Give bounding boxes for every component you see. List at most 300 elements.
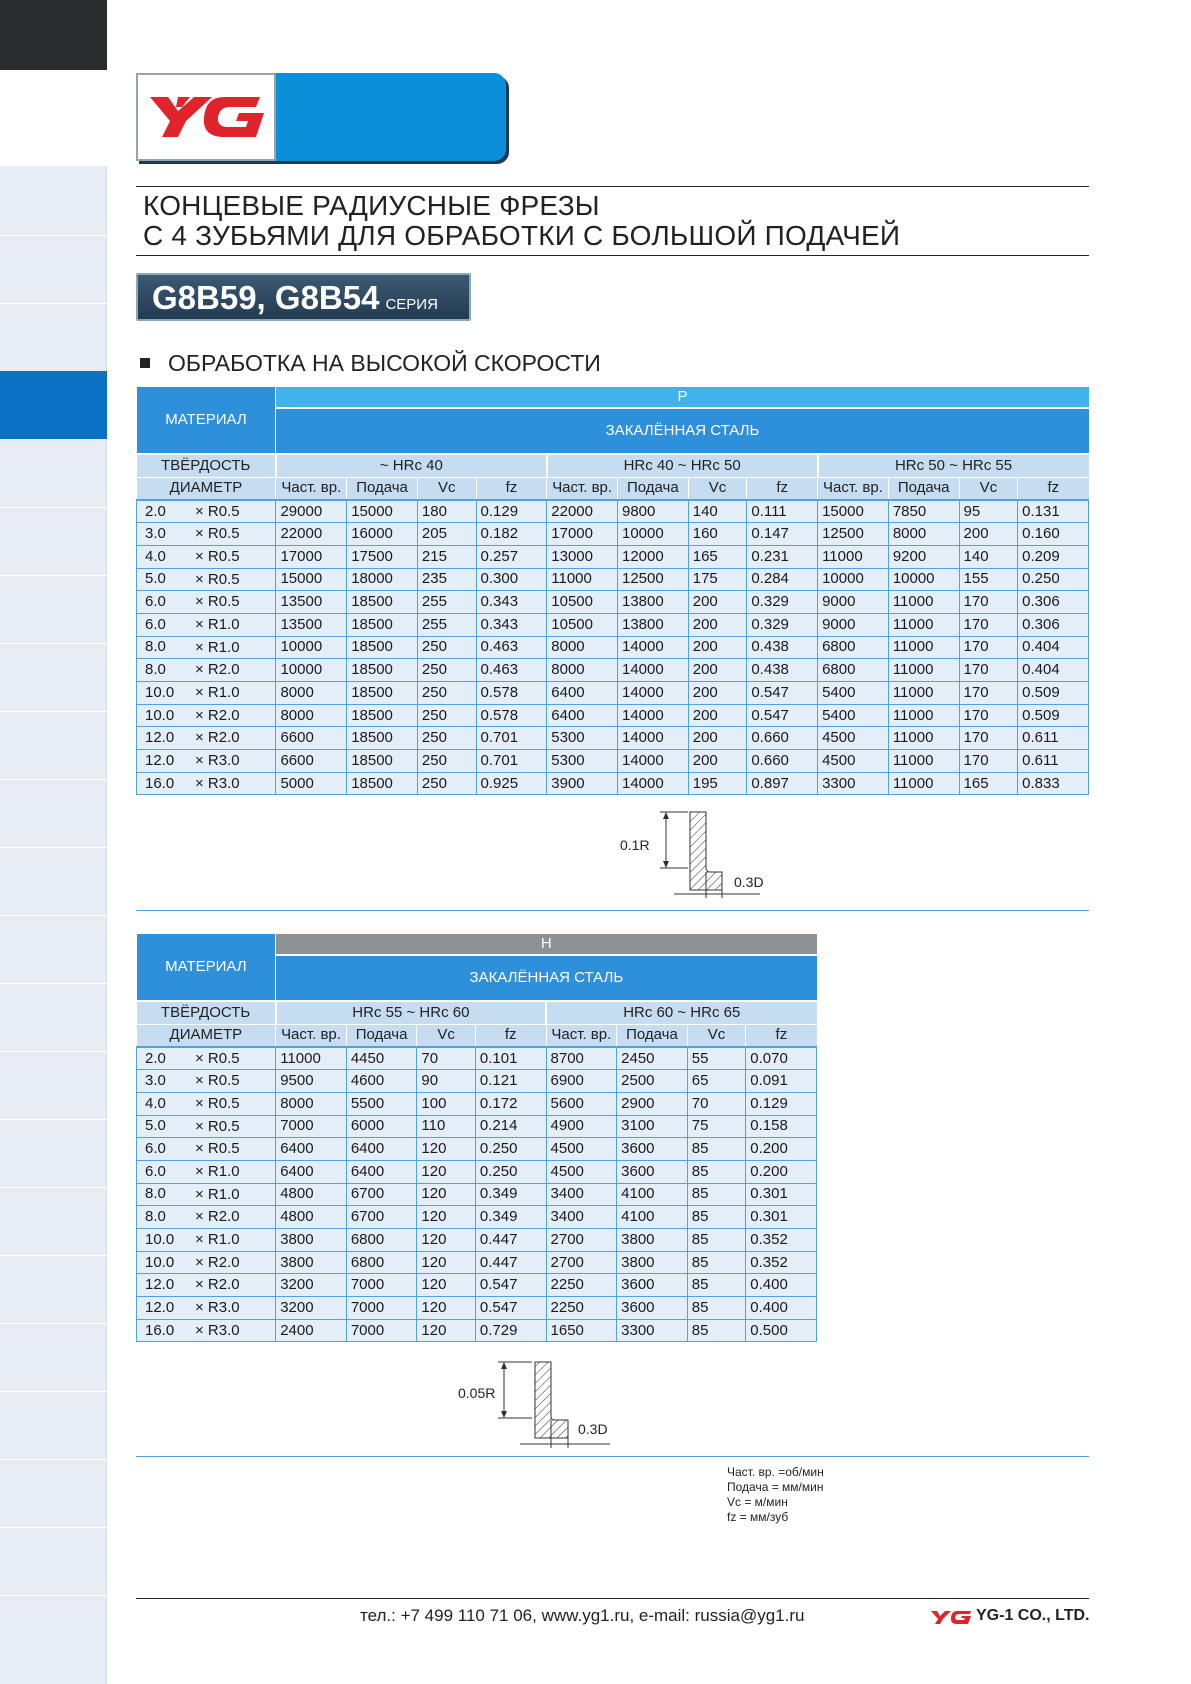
value-cell: 0.300 <box>476 568 547 591</box>
value-cell: 4100 <box>617 1206 688 1229</box>
value-cell: 3800 <box>617 1229 688 1252</box>
table-row <box>137 1297 817 1320</box>
value-cell: 0.129 <box>746 1092 817 1115</box>
radius-value: × R2.0 <box>195 661 240 679</box>
column-header: Подача <box>617 1024 688 1047</box>
value-cell: 0.547 <box>747 704 818 727</box>
value-cell: 0.250 <box>1018 568 1089 591</box>
value-cell: 16000 <box>347 523 418 546</box>
radius-value: × R2.0 <box>195 1253 240 1271</box>
value-cell: 3200 <box>276 1297 347 1320</box>
value-cell: 3300 <box>818 772 889 795</box>
column-header: Vc <box>417 477 476 500</box>
value-cell: 55 <box>687 1047 746 1070</box>
value-cell: 11000 <box>888 750 959 773</box>
bullet-square-icon <box>140 358 150 368</box>
value-cell: 8000 <box>276 682 347 705</box>
footer-contacts: тел.: +7 499 110 71 06, www.yg1.ru, e-mail: russia@yg1.ru <box>360 1606 805 1625</box>
value-cell: 6900 <box>546 1070 617 1093</box>
table-row <box>137 1319 817 1342</box>
value-cell: 0.447 <box>475 1229 546 1252</box>
table-row <box>137 682 1089 705</box>
table-row <box>137 1092 817 1115</box>
value-cell: 0.101 <box>475 1047 546 1070</box>
radius-value: × R1.0 <box>195 638 240 656</box>
value-cell: 13800 <box>618 613 689 636</box>
value-cell: 13000 <box>547 545 618 568</box>
diameter-cell <box>137 1319 276 1342</box>
value-cell: 200 <box>688 591 747 614</box>
value-cell: 11000 <box>547 568 618 591</box>
sidebar-active-tab[interactable] <box>0 371 107 439</box>
value-cell: 0.301 <box>746 1183 817 1206</box>
diameter-value: 8.0 <box>145 661 166 679</box>
value-cell: 0.438 <box>747 636 818 659</box>
value-cell: 85 <box>687 1297 746 1320</box>
value-cell: 165 <box>688 545 747 568</box>
diameter-value: 4.0 <box>145 547 166 565</box>
radius-value: × R0.5 <box>195 525 240 543</box>
value-cell: 0.611 <box>1018 727 1089 750</box>
legend-line: Vc = м/мин <box>727 1495 788 1509</box>
column-header: Част. вр. <box>546 1024 617 1047</box>
table-row <box>137 500 1089 523</box>
value-cell: 18500 <box>347 704 418 727</box>
value-cell: 14000 <box>618 682 689 705</box>
value-cell: 0.578 <box>476 704 547 727</box>
value-cell: 0.329 <box>747 591 818 614</box>
radius-value: × R1.0 <box>195 1231 240 1248</box>
footer-rule <box>136 1598 1089 1599</box>
material-group-label: H <box>276 934 817 955</box>
table-row <box>137 750 1089 773</box>
page-title-line-2: С 4 ЗУБЬЯМИ ДЛЯ ОБРАБОТКИ С БОЛЬШОЙ ПОДАЧЕЙ <box>143 220 901 251</box>
value-cell: 7000 <box>346 1297 417 1320</box>
table-row <box>137 659 1089 682</box>
diameter-cell <box>137 682 276 705</box>
value-cell: 0.329 <box>747 613 818 636</box>
value-cell: 0.897 <box>747 772 818 795</box>
value-cell: 9000 <box>818 591 889 614</box>
diameter-cell <box>137 636 276 659</box>
radius-value: × R3.0 <box>195 1321 240 1339</box>
value-cell: 85 <box>687 1206 746 1229</box>
value-cell: 200 <box>688 750 747 773</box>
value-cell: 0.131 <box>1018 500 1089 523</box>
value-cell: 170 <box>959 682 1018 705</box>
value-cell: 6400 <box>346 1160 417 1183</box>
value-cell: 3600 <box>617 1274 688 1297</box>
value-cell: 4800 <box>276 1183 347 1206</box>
value-cell: 85 <box>687 1160 746 1183</box>
value-cell: 0.231 <box>747 545 818 568</box>
value-cell: 0.209 <box>1018 545 1089 568</box>
value-cell: 8000 <box>276 704 347 727</box>
value-cell: 6800 <box>818 636 889 659</box>
diameter-value: 5.0 <box>145 570 166 588</box>
column-header: Vc <box>687 1024 746 1047</box>
value-cell: 120 <box>417 1274 476 1297</box>
value-cell: 140 <box>688 500 747 523</box>
value-cell: 195 <box>688 772 747 795</box>
value-cell: 0.349 <box>475 1206 546 1229</box>
value-cell: 0.301 <box>746 1206 817 1229</box>
value-cell: 12000 <box>618 545 689 568</box>
value-cell: 120 <box>417 1183 476 1206</box>
value-cell: 170 <box>959 659 1018 682</box>
value-cell: 11000 <box>888 636 959 659</box>
value-cell: 18000 <box>347 568 418 591</box>
value-cell: 250 <box>417 659 476 682</box>
value-cell: 22000 <box>547 500 618 523</box>
value-cell: 3100 <box>617 1115 688 1138</box>
value-cell: 8000 <box>547 659 618 682</box>
radius-value: × R3.0 <box>195 752 240 770</box>
radius-value: × R1.0 <box>195 1162 240 1180</box>
value-cell: 175 <box>688 568 747 591</box>
diameter-value: 6.0 <box>145 1162 166 1180</box>
value-cell: 0.833 <box>1018 772 1089 795</box>
value-cell: 250 <box>417 682 476 705</box>
value-cell: 140 <box>959 545 1018 568</box>
value-cell: 18500 <box>347 727 418 750</box>
radius-value: × R3.0 <box>195 774 240 792</box>
value-cell: 6400 <box>346 1138 417 1161</box>
diameter-value: 12.0 <box>145 1276 175 1294</box>
value-cell: 2700 <box>546 1251 617 1274</box>
diameter-value: 8.0 <box>145 1208 166 1226</box>
diameter-cell <box>137 500 276 523</box>
value-cell: 9200 <box>888 545 959 568</box>
value-cell: 0.200 <box>746 1138 817 1161</box>
diameter-cell <box>137 1274 276 1297</box>
value-cell: 18500 <box>347 750 418 773</box>
value-cell: 13500 <box>276 613 347 636</box>
value-cell: 18500 <box>347 613 418 636</box>
value-cell: 5500 <box>346 1092 417 1115</box>
value-cell: 6600 <box>276 727 347 750</box>
value-cell: 250 <box>417 704 476 727</box>
value-cell: 255 <box>417 591 476 614</box>
value-cell: 0.404 <box>1018 659 1089 682</box>
radius-value: × R0.5 <box>195 503 240 520</box>
value-cell: 0.250 <box>475 1160 546 1183</box>
left-sidebar <box>0 0 107 1684</box>
value-cell: 250 <box>417 727 476 750</box>
value-cell: 10000 <box>276 659 347 682</box>
value-cell: 12500 <box>618 568 689 591</box>
value-cell: 2900 <box>617 1092 688 1115</box>
diameter-value: 10.0 <box>145 683 175 701</box>
column-header: fz <box>747 477 818 500</box>
value-cell: 0.121 <box>475 1070 546 1093</box>
value-cell: 0.404 <box>1018 636 1089 659</box>
value-cell: 205 <box>417 523 476 546</box>
material-name: ЗАКАЛЁННАЯ СТАЛЬ <box>276 408 1089 454</box>
value-cell: 200 <box>688 613 747 636</box>
diameter-cell <box>137 591 276 614</box>
diameter-cell <box>137 772 276 795</box>
radius-value: × R0.5 <box>195 1072 240 1090</box>
diameter-cell <box>137 1138 276 1161</box>
value-cell: 3800 <box>617 1251 688 1274</box>
table-row <box>137 1047 817 1070</box>
diameter-value: 10.0 <box>145 706 175 724</box>
value-cell: 0.257 <box>476 545 547 568</box>
value-cell: 0.547 <box>747 682 818 705</box>
value-cell: 3900 <box>547 772 618 795</box>
value-cell: 75 <box>687 1115 746 1138</box>
value-cell: 85 <box>687 1138 746 1161</box>
diameter-cell <box>137 704 276 727</box>
value-cell: 90 <box>417 1070 476 1093</box>
hardness-range: HRc 55 ~ HRc 60 <box>276 1001 546 1024</box>
diameter-value: 12.0 <box>145 751 175 769</box>
value-cell: 6400 <box>276 1160 347 1183</box>
value-cell: 0.660 <box>747 727 818 750</box>
column-header: Vc <box>417 1024 476 1047</box>
value-cell: 18500 <box>347 682 418 705</box>
table-row <box>137 1251 817 1274</box>
value-cell: 120 <box>417 1160 476 1183</box>
value-cell: 3400 <box>546 1206 617 1229</box>
value-cell: 95 <box>959 500 1018 523</box>
value-cell: 65 <box>687 1070 746 1093</box>
table-row <box>137 1183 817 1206</box>
value-cell: 4600 <box>346 1070 417 1093</box>
value-cell: 0.200 <box>746 1160 817 1183</box>
diameter-value: 6.0 <box>145 615 166 633</box>
value-cell: 4800 <box>276 1206 347 1229</box>
value-cell: 200 <box>688 727 747 750</box>
value-cell: 0.214 <box>475 1115 546 1138</box>
value-cell: 0.438 <box>747 659 818 682</box>
chamfer-diagram-p <box>610 808 780 900</box>
value-cell: 0.306 <box>1018 613 1089 636</box>
value-cell: 5400 <box>818 704 889 727</box>
value-cell: 2700 <box>546 1229 617 1252</box>
hardness-range: HRc 50 ~ HRc 55 <box>818 454 1089 477</box>
column-header: Подача <box>347 477 418 500</box>
value-cell: 15000 <box>818 500 889 523</box>
value-cell: 0.349 <box>475 1183 546 1206</box>
series-badge <box>136 273 471 321</box>
value-cell: 7000 <box>276 1115 347 1138</box>
radius-value: × R0.5 <box>195 547 240 565</box>
value-cell: 2250 <box>546 1297 617 1320</box>
value-cell: 255 <box>417 613 476 636</box>
value-cell: 215 <box>417 545 476 568</box>
value-cell: 110 <box>417 1115 476 1138</box>
value-cell: 6400 <box>276 1138 347 1161</box>
value-cell: 4450 <box>346 1047 417 1070</box>
value-cell: 15000 <box>347 500 418 523</box>
radius-value: × R1.0 <box>195 615 240 633</box>
column-header: Vc <box>959 477 1018 500</box>
value-cell: 0.343 <box>476 591 547 614</box>
column-header: Подача <box>346 1024 417 1047</box>
value-cell: 14000 <box>618 772 689 795</box>
value-cell: 9500 <box>276 1070 347 1093</box>
value-cell: 8000 <box>547 636 618 659</box>
value-cell: 4900 <box>546 1115 617 1138</box>
diameter-value: 16.0 <box>145 774 175 792</box>
value-cell: 0.509 <box>1018 704 1089 727</box>
radius-value: × R2.0 <box>195 706 240 724</box>
value-cell: 3600 <box>617 1297 688 1320</box>
value-cell: 3200 <box>276 1274 347 1297</box>
value-cell: 0.172 <box>475 1092 546 1115</box>
value-cell: 5000 <box>276 772 347 795</box>
value-cell: 0.463 <box>476 636 547 659</box>
value-cell: 85 <box>687 1319 746 1342</box>
diameter-value: 16.0 <box>145 1321 175 1339</box>
value-cell: 8000 <box>888 523 959 546</box>
radius-value: × R2.0 <box>195 1276 240 1294</box>
legend-line: Част. вр. =об/мин <box>727 1465 824 1479</box>
radius-value: × R0.5 <box>195 1117 240 1135</box>
value-cell: 4100 <box>617 1183 688 1206</box>
value-cell: 120 <box>417 1206 476 1229</box>
value-cell: 14000 <box>618 750 689 773</box>
value-cell: 0.111 <box>747 500 818 523</box>
value-cell: 0.400 <box>746 1297 817 1320</box>
value-cell: 11000 <box>888 682 959 705</box>
diameter-cell <box>137 727 276 750</box>
diameter-value: 10.0 <box>145 1230 175 1248</box>
diameter-value: 6.0 <box>145 593 166 611</box>
value-cell: 5300 <box>547 727 618 750</box>
material-label: МАТЕРИАЛ <box>137 934 276 1001</box>
column-header: Част. вр. <box>276 1024 347 1047</box>
value-cell: 6400 <box>547 682 618 705</box>
table-row <box>137 636 1089 659</box>
value-cell: 0.578 <box>476 682 547 705</box>
value-cell: 11000 <box>888 727 959 750</box>
column-header: Част. вр. <box>276 477 347 500</box>
value-cell: 4500 <box>546 1160 617 1183</box>
value-cell: 0.182 <box>476 523 547 546</box>
value-cell: 4500 <box>818 727 889 750</box>
table-row <box>137 1206 817 1229</box>
value-cell: 170 <box>959 591 1018 614</box>
value-cell: 3800 <box>276 1251 347 1274</box>
value-cell: 13500 <box>276 591 347 614</box>
chamfer-diagram-h <box>450 1358 620 1450</box>
hardness-range: ~ HRc 40 <box>276 454 547 477</box>
value-cell: 6000 <box>346 1115 417 1138</box>
diameter-cell <box>137 1183 276 1206</box>
value-cell: 0.611 <box>1018 750 1089 773</box>
value-cell: 0.701 <box>476 750 547 773</box>
value-cell: 155 <box>959 568 1018 591</box>
value-cell: 0.463 <box>476 659 547 682</box>
value-cell: 85 <box>687 1229 746 1252</box>
radius-value: × R2.0 <box>195 729 240 747</box>
value-cell: 7850 <box>888 500 959 523</box>
table-row <box>137 591 1089 614</box>
value-cell: 0.400 <box>746 1274 817 1297</box>
value-cell: 29000 <box>276 500 347 523</box>
value-cell: 7000 <box>346 1319 417 1342</box>
value-cell: 10500 <box>547 613 618 636</box>
value-cell: 6800 <box>346 1251 417 1274</box>
diameter-cell <box>137 545 276 568</box>
diameter-cell <box>137 1251 276 1274</box>
value-cell: 0.091 <box>746 1070 817 1093</box>
value-cell: 10000 <box>618 523 689 546</box>
radius-value: × R0.5 <box>195 1050 240 1067</box>
value-cell: 165 <box>959 772 1018 795</box>
value-cell: 0.070 <box>746 1047 817 1070</box>
diameter-cell <box>137 568 276 591</box>
page-title-line-1: КОНЦЕВЫЕ РАДИУСНЫЕ ФРЕЗЫ <box>143 190 600 221</box>
table-row <box>137 1229 817 1252</box>
value-cell: 200 <box>688 682 747 705</box>
value-cell: 11000 <box>818 545 889 568</box>
value-cell: 6800 <box>818 659 889 682</box>
table-row <box>137 1274 817 1297</box>
diagram-depth-label: 0.3D <box>734 874 764 890</box>
value-cell: 9800 <box>618 500 689 523</box>
sidebar-dark-block <box>0 0 107 70</box>
value-cell: 0.160 <box>1018 523 1089 546</box>
table-row <box>137 1115 817 1138</box>
diameter-value: 2.0 <box>145 1049 166 1067</box>
value-cell: 8000 <box>276 1092 347 1115</box>
table-row <box>137 727 1089 750</box>
value-cell: 14000 <box>618 727 689 750</box>
value-cell: 10000 <box>818 568 889 591</box>
footer-company: YG-1 CO., LTD. <box>976 1607 1090 1624</box>
value-cell: 0.447 <box>475 1251 546 1274</box>
value-cell: 0.352 <box>746 1229 817 1252</box>
material-label: МАТЕРИАЛ <box>137 387 276 454</box>
value-cell: 11000 <box>888 659 959 682</box>
value-cell: 10500 <box>547 591 618 614</box>
value-cell: 0.547 <box>475 1274 546 1297</box>
diameter-cell <box>137 1160 276 1183</box>
value-cell: 85 <box>687 1251 746 1274</box>
diameter-value: 12.0 <box>145 1298 175 1316</box>
value-cell: 120 <box>417 1138 476 1161</box>
value-cell: 22000 <box>276 523 347 546</box>
value-cell: 10000 <box>276 636 347 659</box>
diameter-cell <box>137 1115 276 1138</box>
diameter-value: 10.0 <box>145 1253 175 1271</box>
value-cell: 17000 <box>276 545 347 568</box>
value-cell: 18500 <box>347 636 418 659</box>
value-cell: 11000 <box>888 704 959 727</box>
table-row <box>137 613 1089 636</box>
column-header: Част. вр. <box>547 477 618 500</box>
diagram-radius-label: 0.1R <box>620 837 650 853</box>
material-name: ЗАКАЛЁННАЯ СТАЛЬ <box>276 955 817 1001</box>
column-header: fz <box>746 1024 817 1047</box>
value-cell: 2250 <box>546 1274 617 1297</box>
cutting-data-table-p <box>136 387 1089 795</box>
value-cell: 0.509 <box>1018 682 1089 705</box>
table-row <box>137 1160 817 1183</box>
value-cell: 13800 <box>618 591 689 614</box>
column-header: Част. вр. <box>818 477 889 500</box>
material-group-label: P <box>276 387 1089 408</box>
value-cell: 12500 <box>818 523 889 546</box>
diameter-cell <box>137 659 276 682</box>
diagram-radius-label: 0.05R <box>458 1385 496 1401</box>
value-cell: 5300 <box>547 750 618 773</box>
value-cell: 14000 <box>618 704 689 727</box>
